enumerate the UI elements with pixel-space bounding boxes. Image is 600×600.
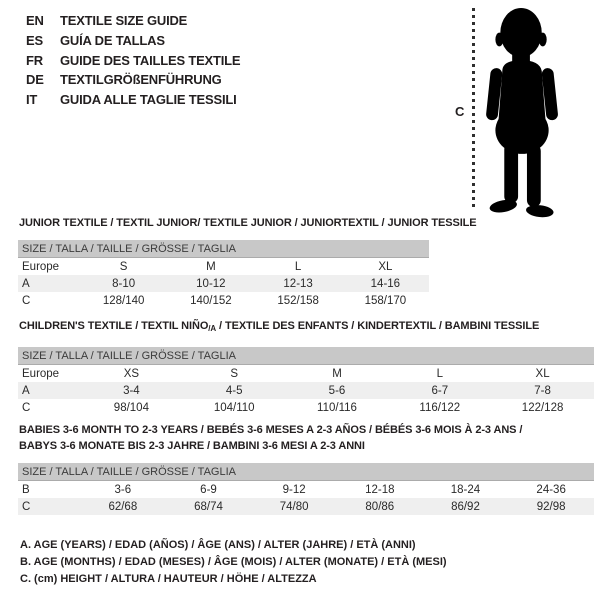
- legend-note-a: A. AGE (YEARS) / EDAD (AÑOS) / ÂGE (ANS) / ALTER (JAHRE) / ETÀ (ANNI): [20, 539, 416, 551]
- cell: S: [119, 260, 128, 273]
- language-code: EN: [26, 13, 44, 28]
- cell: XL: [535, 367, 550, 380]
- title-line-1: BABIES 3-6 MONTH TO 2-3 YEARS / BEBÉS 3-6 MESES A 2-3 AÑOS / BÉBÉS 3-6 MOIS À 2-3 ANS /: [19, 424, 523, 436]
- cell: 74/80: [251, 498, 337, 515]
- language-code: DE: [26, 72, 44, 88]
- cell: L: [436, 367, 443, 380]
- row-label: C: [22, 401, 31, 414]
- language-list: [26, 11, 240, 110]
- table-row: [18, 481, 594, 499]
- language-row-fr: [26, 51, 240, 71]
- height-measure-dotted-line: [472, 8, 475, 211]
- cell: L: [294, 260, 302, 273]
- cell: 62/68: [80, 498, 166, 515]
- cell: M: [206, 260, 216, 273]
- row-label: Europe: [22, 260, 60, 273]
- cell: 3-4: [80, 382, 183, 399]
- cell: 18-24: [450, 483, 481, 496]
- cell: 86/92: [423, 498, 509, 515]
- language-label: GUIDA ALLE TAGLIE TESSILI: [60, 92, 237, 108]
- table-header-size: SIZE / TALLA / TAILLE / GRÖSSE / TAGLIA: [18, 240, 429, 258]
- row-label: A: [18, 275, 80, 292]
- cell: 110/116: [317, 401, 357, 414]
- cell: 24-36: [536, 483, 566, 496]
- height-measure-label: C: [455, 104, 465, 119]
- legend-note-c: C. (cm) HEIGHT / ALTURA / HAUTEUR / HÖHE / ALTEZZA: [20, 573, 317, 586]
- children-size-table: [18, 347, 594, 416]
- table-row: [18, 399, 594, 416]
- cell: 116/122: [419, 401, 461, 414]
- language-row-es: [26, 31, 240, 51]
- cell: 152/158: [277, 294, 319, 307]
- title-subscript: /A: [208, 324, 217, 333]
- language-row-de: [26, 70, 240, 90]
- table-row: [18, 275, 429, 292]
- section-title-babies: [19, 422, 522, 454]
- language-label: TEXTILGRÖßENFÜHRUNG: [60, 72, 222, 88]
- cell: 12-13: [255, 275, 342, 292]
- cell: M: [332, 367, 342, 380]
- cell: XS: [123, 367, 140, 380]
- table-row: [18, 382, 594, 399]
- cell: 6-9: [200, 483, 217, 496]
- cell: 10-12: [167, 275, 254, 292]
- table-header-size: SIZE / TALLA / TAILLE / GRÖSSE / TAGLIA: [18, 463, 594, 481]
- row-label: A: [18, 382, 80, 399]
- babies-size-table: [18, 463, 594, 515]
- table-row: [18, 292, 429, 309]
- language-code: FR: [26, 52, 43, 68]
- language-label: TEXTILE SIZE GUIDE: [60, 13, 188, 28]
- cell: 104/110: [213, 401, 255, 414]
- table-row: [18, 365, 594, 383]
- cell: 9-12: [282, 483, 306, 496]
- cell: 68/74: [166, 498, 252, 515]
- language-row-en: [26, 11, 240, 31]
- language-code: ES: [26, 32, 43, 48]
- cell: 140/152: [190, 294, 232, 307]
- cell: S: [230, 367, 239, 380]
- cell: 3-6: [114, 483, 132, 496]
- junior-size-table: [18, 240, 429, 309]
- section-title-children: [19, 318, 539, 335]
- cell: 92/98: [508, 498, 594, 515]
- language-label: GUIDE DES TAILLES TEXTILE: [60, 52, 241, 68]
- cell: XL: [378, 260, 393, 273]
- cell: 122/128: [521, 401, 564, 414]
- legend-notes: [20, 537, 447, 589]
- title-text: / TEXTILE DES ENFANTS / KINDERTEXTIL / BAMBINI TESSILE: [216, 320, 540, 332]
- legend-note-b: B. AGE (MONTHS) / EDAD (MESES) / ÂGE (MOIS) / ALTER (MONATE) / ETÀ (MESI): [20, 556, 447, 569]
- language-label: GUÍA DE TALLAS: [60, 32, 165, 48]
- title-line-2: BABYS 3-6 MONATE BIS 2-3 JAHRE / BAMBINI 3-6 MESI A 2-3 ANNI: [19, 440, 365, 452]
- row-label: Europe: [22, 367, 60, 380]
- cell: 98/104: [113, 401, 149, 414]
- cell: 14-16: [342, 275, 429, 292]
- row-label: B: [22, 483, 30, 496]
- title-text: CHILDREN'S TEXTILE / TEXTIL NIÑO: [19, 320, 209, 332]
- row-label: C: [18, 498, 80, 515]
- cell: 80/86: [337, 498, 423, 515]
- row-label: C: [22, 294, 31, 307]
- cell: 4-5: [183, 382, 286, 399]
- table-row: [18, 498, 594, 515]
- table-row: [18, 258, 429, 276]
- cell: 6-7: [388, 382, 491, 399]
- cell: 12-18: [365, 483, 395, 496]
- language-row-it: [26, 90, 240, 110]
- cell: 158/170: [364, 294, 407, 307]
- cell: 128/140: [102, 294, 145, 307]
- cell: 5-6: [286, 382, 389, 399]
- section-title-junior: JUNIOR TEXTILE / TEXTIL JUNIOR/ TEXTILE JUNIOR / JUNIORTEXTIL / JUNIOR TESSILE: [19, 217, 477, 229]
- baby-silhouette-icon: [480, 6, 568, 221]
- cell: 7-8: [491, 382, 594, 399]
- table-header-size: SIZE / TALLA / TAILLE / GRÖSSE / TAGLIA: [18, 347, 594, 365]
- cell: 8-10: [80, 275, 167, 292]
- language-code: IT: [26, 92, 38, 108]
